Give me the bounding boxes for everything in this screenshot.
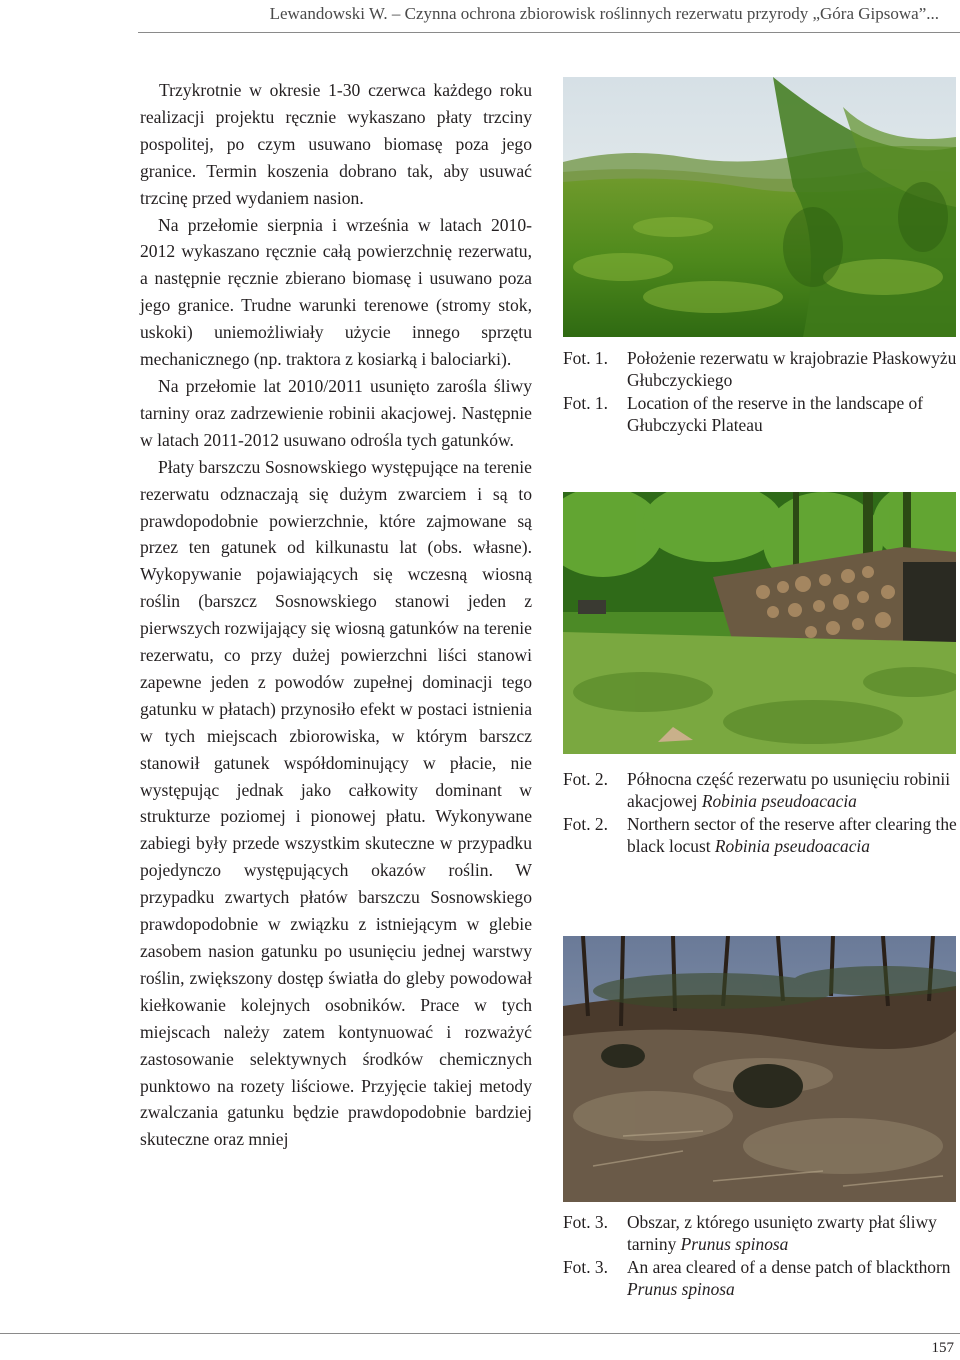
photo-cleared-forest-timber [563, 492, 956, 754]
body-paragraph-4: Płaty barszczu Sosnowskiego występujące na terenie rezerwatu odznaczają się dużym zwarciem i są to prawdopodobnie powierzchnie, które zajmowane są przez ten gatunek od kilkunastu lat (obs. własne). Wykopywanie pojawiających się wczesną wiosną roślin (barszcz Sosnowskiego stanowi jeden z pierwszych rozwijający się wiosną gatunków na terenie rezerwatu, co przy dużej powierzchni liści stanowi zapewne jeden z powodów zupełnej dominacji tego gatunku w płatach) przynosiło efekt w postaci istnienia w tych miejscach zbiorowiska, w którym barszcz stanowił gatunek współdominujący w płacie, nie występując jednak jako całkowity dominant w strukturze poziomej i pionowej płatu. Wykonywane zabiegi były przede wszystkim skuteczne w przypadku pojedynczo występujących okazów roślin. W przypadku zwartych płatów barszczu Sosnowskiego prawdopodobnie w związku z istniejącym w glebie zasobem nasion gatunku po usunięciu jednej warstwy roślin, zwiększony dostęp światła do gleby powodował kiełkowanie kolejnych osobników. Prace w tych miejscach należy zatem kontynuować i rozważyć zastosowanie selektywnych środków chemicznych punktowo na rozety liściowe. Przyjęcie takiej metody zwalczania gatunku będzie prawdopodobnie bardziej skuteczne oraz mniej [140, 456, 532, 1150]
figure-1-label-pl: Fot. 1. [563, 348, 608, 368]
page-number: 157 [931, 1340, 954, 1356]
figure-3-text-pl-wrap [627, 1211, 958, 1256]
figure-1-caption [563, 347, 958, 436]
figure-2-caption-en [563, 813, 958, 858]
figure-3-caption-en [563, 1256, 958, 1301]
figure-2-caption-pl [563, 768, 958, 813]
figure-3-caption [563, 1211, 958, 1300]
running-header: Lewandowski W. – Czynna ochrona zbiorowisk roślinnych rezerwatu przyrody „Góra Gipsowa”... [269, 4, 939, 23]
figure-3-species-pl: Prunus spinosa [680, 1234, 789, 1255]
figure-3-caption-pl [563, 1211, 958, 1256]
figure-1-text-en: Location of the reserve in the landscape of Głubczycki Plateau [627, 392, 923, 435]
body-paragraph-2: Na przełomie sierpnia i września w latach 2010-2012 wykaszano ręcznie całą powierzchnię rezerwatu, a następnie ręcznie zbierano biomasę i usuwano poza jego granice. Trudne warunki terenowe (stromy stok, uskoki) uniemożliwiały użycie innego sprzętu mechanicznego (np. traktora z kosiarką i balociarki). [140, 214, 532, 370]
photo-hillside-landscape [563, 77, 956, 337]
figure-2-species-pl: Robinia pseudoacacia [701, 791, 857, 812]
figure-3-text-en-wrap [627, 1256, 958, 1301]
figure-2-label-pl: Fot. 2. [563, 769, 608, 789]
figure-3-species-en: Prunus spinosa [627, 1278, 735, 1299]
figure-3-label-pl: Fot. 3. [563, 1212, 608, 1232]
figure-1-text-pl: Położenie rezerwatu w krajobrazie Płaskowyżu Głubczyckiego [627, 348, 957, 391]
hillside-landscape-image [563, 77, 956, 337]
figure-1-caption-en [563, 392, 958, 437]
figure-2-text-en-wrap [627, 813, 958, 858]
figure-1-label-en: Fot. 1. [563, 392, 608, 413]
body-paragraph-3: Na przełomie lat 2010/2011 usunięto zarośla śliwy tarniny oraz zadrzewienie robinii akacjowej. Następnie w latach 2011-2012 usuwano odrośla tych gatunków. [140, 375, 532, 450]
figure-3-text-en: An area cleared of a dense patch of blackthorn [627, 1256, 951, 1277]
figure-2-text-pl-wrap [627, 768, 958, 813]
figure-3-label-en: Fot. 3. [563, 1256, 608, 1277]
body-text-column [140, 77, 532, 1153]
body-paragraph-1: Trzykrotnie w okresie 1-30 czerwca każdego roku realizacji projektu ręcznie wykaszano płaty trzciny pospolitej, po czym usuwano biomasę poza jego granice. Termin koszenia dobrano tak, aby usuwać trzcinę przed wydaniem nasion. [140, 80, 532, 208]
figure-2-caption [563, 768, 958, 857]
photo-cleared-blackthorn-area [563, 936, 956, 1202]
header-rule [138, 32, 960, 33]
cleared-forest-image [563, 492, 956, 754]
figure-2-text-pl: Północna część rezerwatu po usunięciu robinii akacjowej [627, 769, 951, 812]
figure-2-label-en: Fot. 2. [563, 813, 608, 834]
figure-2-text-en: Northern sector of the reserve after clearing the black locust [627, 813, 957, 856]
figure-3-text-pl: Obszar, z którego usunięto zwarty płat śliwy tarniny [627, 1212, 937, 1255]
figure-2-species-en: Robinia pseudoacacia [714, 835, 870, 856]
figure-1-caption-pl [563, 347, 958, 392]
footer-rule [0, 1333, 960, 1334]
cleared-blackthorn-image [563, 936, 956, 1202]
